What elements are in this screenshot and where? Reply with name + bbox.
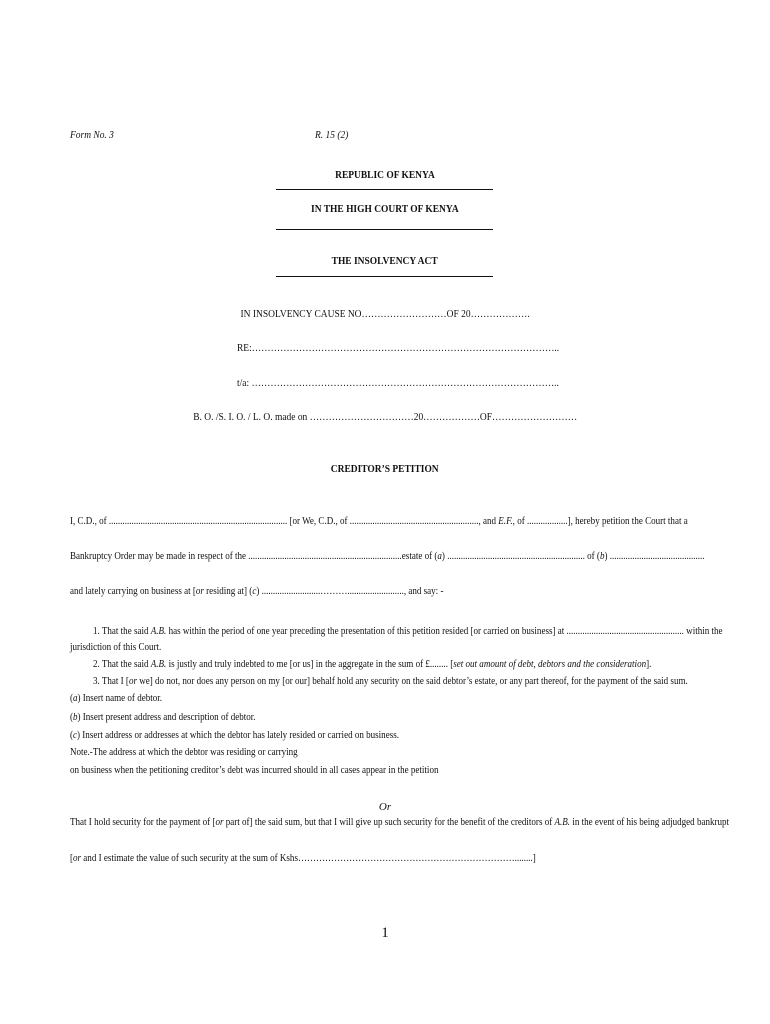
note-c: (c) Insert address or addresses at which the debtor has lately resided or carried on business. <box>70 730 400 741</box>
republic-heading: REPUBLIC OF KENYA <box>335 169 435 181</box>
note-b: (b) Insert present address and description of debtor. <box>70 712 256 723</box>
estimate-line: [or and I estimate the value of such security at the sum of Kshs………………………………………………………………........] <box>70 853 536 864</box>
rule-reference: R. 15 (2) <box>315 129 349 141</box>
act-heading: THE INSOLVENCY ACT <box>331 255 439 267</box>
trading-as-line: t/a: …………………………………………………………………………………….. <box>237 377 559 389</box>
intro-line-3: and lately carrying on business at [or residing at] (c) ..........................………........................., and say: - <box>70 586 444 597</box>
security-line: That I hold security for the payment of [or part of] the said sum, but that I will give up such security for the benefit of the creditors of A.B. in the event of his being adjudged bankrupt <box>70 817 730 828</box>
paragraph-1: 1. That the said A.B. has within the period of one year preceding the presentation of this petition resided [or carried on business] at .................................................... within the <box>93 626 723 637</box>
paragraph-1-continuation: jurisdiction of this Court. <box>70 642 162 653</box>
note-address-1: Note.-The address at which the debtor was residing or carrying <box>70 747 298 758</box>
or-separator: Or <box>378 801 392 813</box>
document-title: CREDITOR’S PETITION <box>331 463 439 475</box>
heading-rule-3 <box>276 276 493 277</box>
paragraph-2: 2. That the said A.B. is justly and truly indebted to me [or us] in the aggregate in the sum of £........ [set out amount of debt, debtors and the consideration]. <box>93 659 652 670</box>
page-number: 1 <box>381 925 389 941</box>
paragraph-3: 3. That I [or we] do not, nor does any person on my [or our] behalf hold any security on the said debtor’s estate, or any part thereof, for the payment of the said sum. <box>93 676 688 687</box>
heading-rule-2 <box>276 229 493 230</box>
order-made-line: B. O. /S. I. O. / L. O. made on ……………………………20………………OF……………………… <box>193 411 577 423</box>
note-a: (a) Insert name of debtor. <box>70 693 163 704</box>
court-heading: IN THE HIGH COURT OF KENYA <box>311 203 459 215</box>
re-line: RE:…………………………………………………………………………………….. <box>237 342 560 354</box>
note-address-2: on business when the petitioning creditor’s debt was incurred should in all cases appear in the petition <box>70 765 439 776</box>
intro-line-1: I, C.D., of ............................................................................... [or We, C.D., of ........................................................., and E.F., of ..................], hereby petition the Court that a <box>70 516 688 527</box>
cause-number-line: IN INSOLVENCY CAUSE NO………………………OF 20………………. <box>240 308 530 320</box>
heading-rule-1 <box>276 189 493 190</box>
form-number: Form No. 3 <box>70 129 114 141</box>
intro-line-2: Bankruptcy Order may be made in respect of the ....................................................................estate of (a) ............................................................. of (b) .......................................... <box>70 551 705 562</box>
